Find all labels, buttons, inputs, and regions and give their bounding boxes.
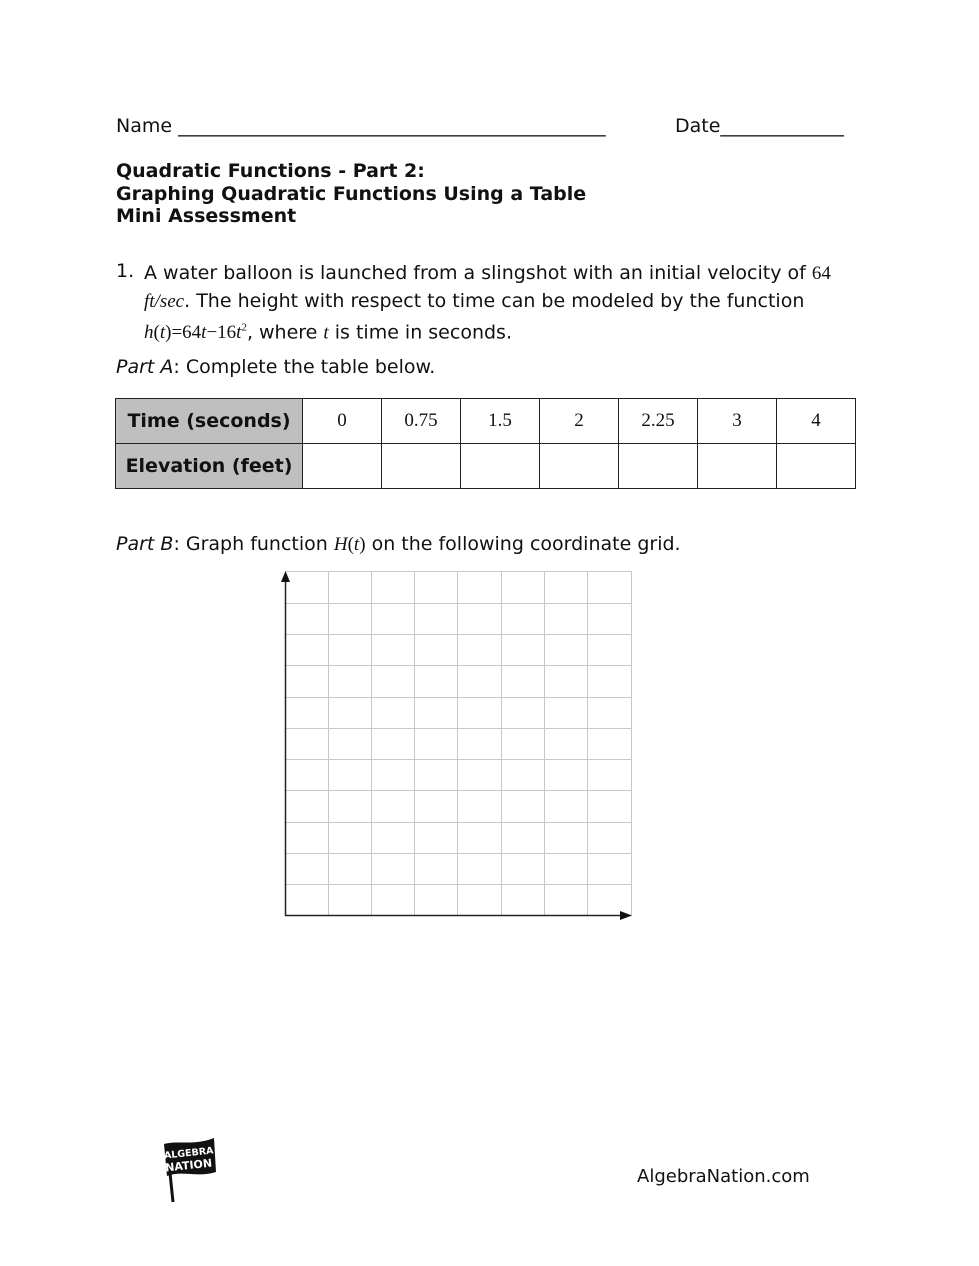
time-elevation-table xyxy=(115,398,856,489)
document-title xyxy=(116,160,586,228)
date-blank[interactable]: _____________ xyxy=(720,115,844,137)
graph-func-name: H xyxy=(333,534,348,555)
table-row-time xyxy=(116,399,856,444)
name-blank[interactable]: _____________________________________________ xyxy=(178,115,606,137)
var-t: t xyxy=(323,322,329,344)
func-name: h xyxy=(144,322,154,344)
graph-func-arg: t xyxy=(353,534,360,555)
question-text-d: is time in seconds. xyxy=(328,321,512,344)
row-header-elevation: Elevation (feet) xyxy=(116,444,303,489)
part-b-text-b: on the following coordinate grid. xyxy=(365,533,681,555)
part-b-label: Part B xyxy=(116,533,174,555)
question-text-b: . The height with respect to time can be modeled by the function xyxy=(184,289,805,312)
question-text xyxy=(144,260,844,347)
elevation-cell[interactable] xyxy=(619,444,698,489)
date-label: Date xyxy=(675,115,721,137)
height-function: $h(t)=64t-16t^2$ xyxy=(144,322,247,344)
func-var-2: t xyxy=(236,322,242,344)
name-label: Name xyxy=(116,115,173,137)
time-cell: 1.5 xyxy=(461,399,540,444)
row-header-time: Time (seconds) xyxy=(116,399,303,444)
table-row-elevation xyxy=(116,444,856,489)
func-arg: t xyxy=(159,322,166,344)
time-cell: 2 xyxy=(540,399,619,444)
time-cell: 0.75 xyxy=(382,399,461,444)
time-cell: 4 xyxy=(777,399,856,444)
func-var-1: t xyxy=(201,322,207,344)
part-b-text-a: : Graph function xyxy=(173,533,334,555)
x-axis-arrow xyxy=(620,911,632,920)
velocity-units: ft/sec xyxy=(144,290,185,312)
title-line-2: Graphing Quadratic Functions Using a Table xyxy=(116,182,587,205)
elevation-cell[interactable] xyxy=(698,444,777,489)
coordinate-grid[interactable] xyxy=(276,566,641,926)
part-b-instruction xyxy=(116,533,681,556)
elevation-cell[interactable] xyxy=(461,444,540,489)
part-a-label: Part A xyxy=(116,356,174,378)
elevation-cell[interactable] xyxy=(303,444,382,489)
elevation-cell[interactable] xyxy=(777,444,856,489)
grid-lines xyxy=(285,571,632,916)
question-number: 1. xyxy=(116,260,135,282)
time-cell: 0 xyxy=(303,399,382,444)
func-term-1: =64 xyxy=(171,322,202,344)
title-line-3: Mini Assessment xyxy=(116,205,297,227)
time-cell: 2.25 xyxy=(619,399,698,444)
name-field[interactable] xyxy=(116,115,606,137)
question-text-c: , where xyxy=(246,321,324,344)
velocity-value: 64 xyxy=(811,263,831,284)
time-cell: 3 xyxy=(698,399,777,444)
title-line-1: Quadratic Functions - Part 2: xyxy=(116,160,425,182)
part-a-instruction xyxy=(116,356,435,378)
func-exponent: 2 xyxy=(241,322,247,334)
date-field[interactable] xyxy=(675,115,844,137)
y-axis-arrow xyxy=(281,571,290,582)
algebra-nation-logo xyxy=(158,1136,220,1206)
part-a-text: : Complete the table below. xyxy=(173,356,436,378)
elevation-cell[interactable] xyxy=(382,444,461,489)
func-term-2: −16 xyxy=(206,322,237,344)
logo-text-2: NATION xyxy=(164,1156,213,1175)
graph-function: H(t) xyxy=(333,534,366,555)
question-text-a: A water balloon is launched from a slingshot with an initial velocity of xyxy=(144,262,812,284)
logo-text-1: ALGEBRA xyxy=(163,1145,214,1162)
elevation-cell[interactable] xyxy=(540,444,619,489)
footer-website: AlgebraNation.com xyxy=(637,1166,810,1187)
